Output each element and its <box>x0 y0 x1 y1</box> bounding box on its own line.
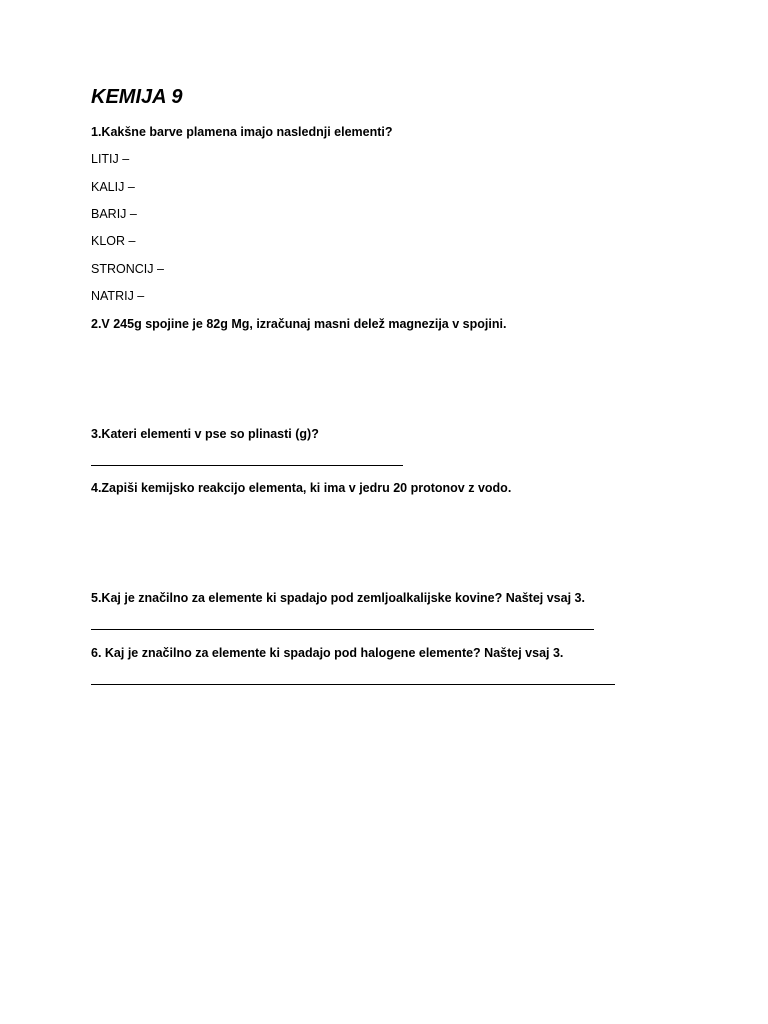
element-kalij: KALIJ – <box>91 180 135 194</box>
page-title: KEMIJA 9 <box>91 86 183 108</box>
question-2: 2.V 245g spojine je 82g Mg, izračunaj masni delež magnezija v spojini. <box>91 317 507 331</box>
question-6: 6. Kaj je značilno za elemente ki spadajo pod halogene elemente? Naštej vsaj 3. <box>91 646 564 660</box>
element-stroncij: STRONCIJ – <box>91 262 164 276</box>
answer-line-6[interactable] <box>91 684 615 685</box>
question-3: 3.Kateri elementi v pse so plinasti (g)? <box>91 427 319 441</box>
worksheet-page <box>91 0 691 1024</box>
element-litij: LITIJ – <box>91 152 130 166</box>
answer-line-3[interactable] <box>91 465 403 466</box>
answer-line-5[interactable] <box>91 629 594 630</box>
element-klor: KLOR – <box>91 234 136 248</box>
question-1: 1.Kakšne barve plamena imajo naslednji elementi? <box>91 125 393 139</box>
question-4: 4.Zapiši kemijsko reakcijo elementa, ki ima v jedru 20 protonov z vodo. <box>91 481 512 495</box>
element-natrij: NATRIJ – <box>91 289 145 303</box>
question-5: 5.Kaj je značilno za elemente ki spadajo pod zemljoalkalijske kovine? Naštej vsaj 3. <box>91 591 585 605</box>
element-barij: BARIJ – <box>91 207 137 221</box>
